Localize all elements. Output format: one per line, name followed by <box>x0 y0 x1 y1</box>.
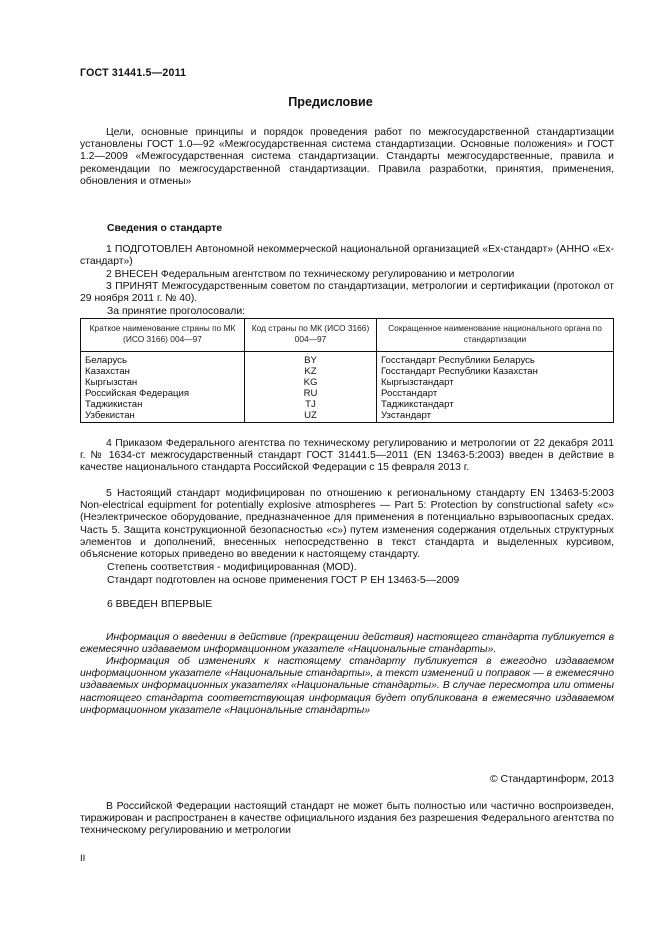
item-basis: Стандарт подготовлен на основе применения ГОСТ Р ЕН 13463-5—2009 <box>107 575 460 586</box>
table-header-row <box>81 319 614 352</box>
countries-table <box>80 318 614 423</box>
info-changes: Информация об изменениях к настоящему стандарту публикуется в ежегодно издаваемом информационном указателе «Национальные стандарты», а текст изменений и поправок — в ежемесячно издаваемых информационных указателях «Национальные стандарты». В случае пересмотра или отмены настоящего стандарта соответствующая информация будет опубликована в ежемесячно издаваемом информационном указателе «Национальные стандарты» <box>80 656 614 716</box>
standard-info-heading: Сведения о стандарте <box>107 223 223 234</box>
cell-code: KZ <box>245 366 377 377</box>
table-row <box>81 377 614 388</box>
table-row <box>81 399 614 410</box>
table-row <box>81 388 614 399</box>
table-header-code: Код страны по МК (ИСО 3166) 004—97 <box>245 319 377 352</box>
item-degree: Степень соответствия - модифицированная (MOD). <box>107 562 357 573</box>
cell-code: TJ <box>245 399 377 410</box>
cell-code: RU <box>245 388 377 399</box>
item-prepared: 1 ПОДГОТОВЛЕН Автономной некоммерческой национальной организацией «Ех-стандарт» (АННО «Ех-стандарт») <box>80 244 614 268</box>
intro-paragraph: Цели, основные принципы и порядок проведения работ по межгосударственной стандартизации установлены ГОСТ 1.0—92 «Межгосударственная система стандартизации. Основные положения» и ГОСТ 1.2—2009 «Межгосударственная система стандартизации. Стандарты межгосударственные, правила и рекомендации по межгосударственной стандартизации. Правила разработки, принятия, применения, обновления и отмены» <box>80 127 614 187</box>
info-introduction: Информация о введении в действие (прекращении действия) настоящего стандарта публикуется в ежемесячно издаваемом информационном указателе «Национальные стандарты». <box>80 632 614 656</box>
cell-country: Узбекистан <box>81 410 245 423</box>
cell-code: KG <box>245 377 377 388</box>
table-header-country: Краткое наименование страны по МК (ИСО 3166) 004—97 <box>81 319 245 352</box>
cell-body: Госстандарт Республики Беларусь <box>377 352 614 367</box>
document-header: ГОСТ 31441.5—2011 <box>80 67 187 79</box>
cell-body: Росстандарт <box>377 388 614 399</box>
cell-country: Беларусь <box>81 352 245 367</box>
item-submitted: 2 ВНЕСЕН Федеральным агентством по техническому регулированию и метрологии <box>106 269 515 280</box>
table-row <box>81 366 614 377</box>
cell-country: Кыргызстан <box>81 377 245 388</box>
table-row <box>81 410 614 423</box>
cell-code: BY <box>245 352 377 367</box>
item-order: 4 Приказом Федерального агентства по техническому регулированию и метрологии от 22 декабря 2011 г. № 1634-ст межгосударственный стандарт ГОСТ 31441.5—2011 (EN 13463-5:2003) введен в действие в качестве национального стандарта Российской Федерации с 15 февраля 2013 г. <box>80 438 614 474</box>
cell-country: Таджикистан <box>81 399 245 410</box>
cell-body: Таджикстандарт <box>377 399 614 410</box>
item-adopted: 3 ПРИНЯТ Межгосударственным советом по стандартизации, метрологии и сертификации (протокол от 29 ноября 2011 г. № 40). <box>80 281 614 305</box>
cell-body: Кыргызстандарт <box>377 377 614 388</box>
page-title: Предисловие <box>288 95 373 109</box>
cell-code: UZ <box>245 410 377 423</box>
table-header-body: Сокращенное наименование национального органа по стандартизации <box>377 319 614 352</box>
voted-label: За принятие проголосовали: <box>107 306 246 317</box>
cell-country: Казахстан <box>81 366 245 377</box>
item-modified: 5 Настоящий стандарт модифицирован по отношению к региональному стандарту EN 13463-5:2003 Non-electrical equipment for potentially explosive atmospheres — Part 5: Protection by constructional safety «c» (Неэлектрическое оборудование, предназначенное для применения в потенциально взрывоопасных средах. Часть 5. Защита конструкционной безопасностью «с») путем изменения содержания отдельных структурных элементов и дополнений, внесенных непосредственно в текст стандарта и выделенных курсивом, объяснение которых приведено во введении к настоящему стандарту. <box>80 488 614 561</box>
cell-body: Узстандарт <box>377 410 614 423</box>
page-number: II <box>80 853 86 864</box>
item-introduced: 6 ВВЕДЕН ВПЕРВЫЕ <box>107 599 213 610</box>
copyright: © Стандартинформ, 2013 <box>489 774 614 785</box>
cell-country: Российская Федерация <box>81 388 245 399</box>
legal-notice: В Российской Федерации настоящий стандарт не может быть полностью или частично воспроизведен, тиражирован и распространен в качестве официального издания без разрешения Федерального агентства по техническому регулированию и метрологии <box>80 801 614 837</box>
table-row <box>81 352 614 367</box>
cell-body: Госстандарт Республики Казахстан <box>377 366 614 377</box>
